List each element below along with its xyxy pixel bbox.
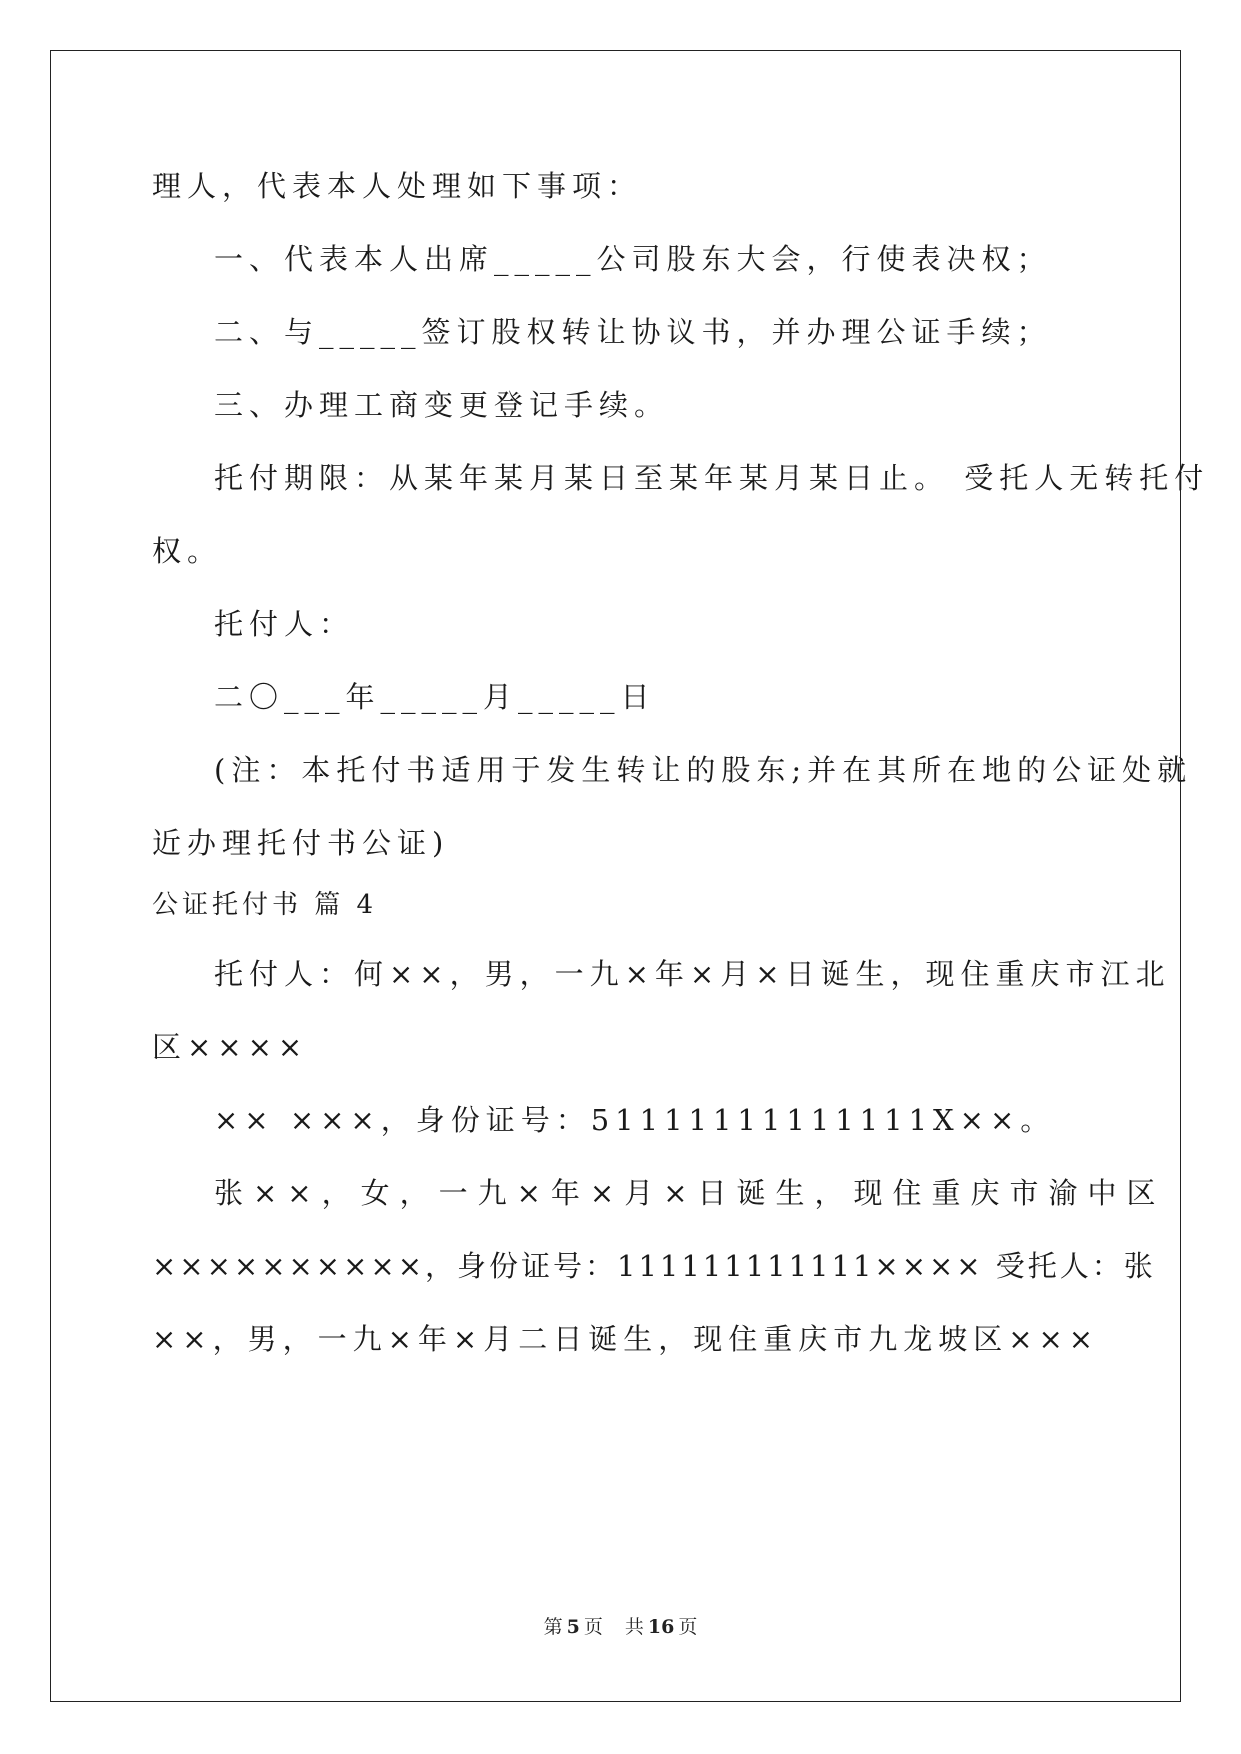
paragraph-line: ×× ×××，身份证号：51111111111111X××。 bbox=[214, 1103, 1056, 1137]
page-number: 5 bbox=[566, 1616, 580, 1638]
page-footer bbox=[0, 1612, 1241, 1639]
page-indicator bbox=[540, 1616, 607, 1638]
paragraph-line: ××××××××××，身份证号：111111111111×××× 受托人：张 bbox=[152, 1249, 1156, 1283]
paragraph-line: 理人，代表本人处理如下事项： bbox=[152, 169, 643, 203]
paragraph-line: 一、代表本人出席_____公司股东大会，行使表决权； bbox=[214, 242, 1052, 276]
total-pages: 16 bbox=[647, 1616, 675, 1638]
paragraph-line: 托付人：何××，男，一九×年×月×日诞生，现住重庆市江北 bbox=[214, 957, 1171, 991]
paragraph-line: 二、与_____签订股权转让协议书，并办理公证手续； bbox=[214, 315, 1052, 349]
paragraph-line: 托付人： bbox=[214, 607, 355, 641]
paragraph-line: 张××，女，一九×年×月×日诞生，现住重庆市渝中区 bbox=[214, 1176, 1166, 1210]
paragraph-line: 三、办理工商变更登记手续。 bbox=[214, 388, 670, 422]
total-prefix: 共 bbox=[624, 1616, 644, 1638]
paragraph-line: ××，男，一九×年×月二日诞生，现住重庆市九龙坡区××× bbox=[152, 1322, 1100, 1356]
note-line: 近办理托付书公证) bbox=[152, 826, 450, 860]
section-heading: 公证托付书 篇 4 bbox=[152, 890, 378, 920]
date-line: 二〇___年_____月_____日 bbox=[214, 680, 656, 714]
total-suffix: 页 bbox=[678, 1616, 698, 1638]
page-suffix: 页 bbox=[583, 1616, 603, 1638]
paragraph-line: 托付期限：从某年某月某日至某年某月某日止。 受托人无转托付 bbox=[214, 461, 1210, 495]
paragraph-line: 权。 bbox=[152, 534, 223, 568]
page-border bbox=[50, 50, 1181, 1702]
page-prefix: 第 bbox=[543, 1616, 563, 1638]
total-indicator bbox=[621, 1616, 701, 1638]
paragraph-line: 区×××× bbox=[152, 1030, 309, 1064]
note-line: (注：本托付书适用于发生转让的股东;并在其所在地的公证处就 bbox=[214, 753, 1193, 787]
